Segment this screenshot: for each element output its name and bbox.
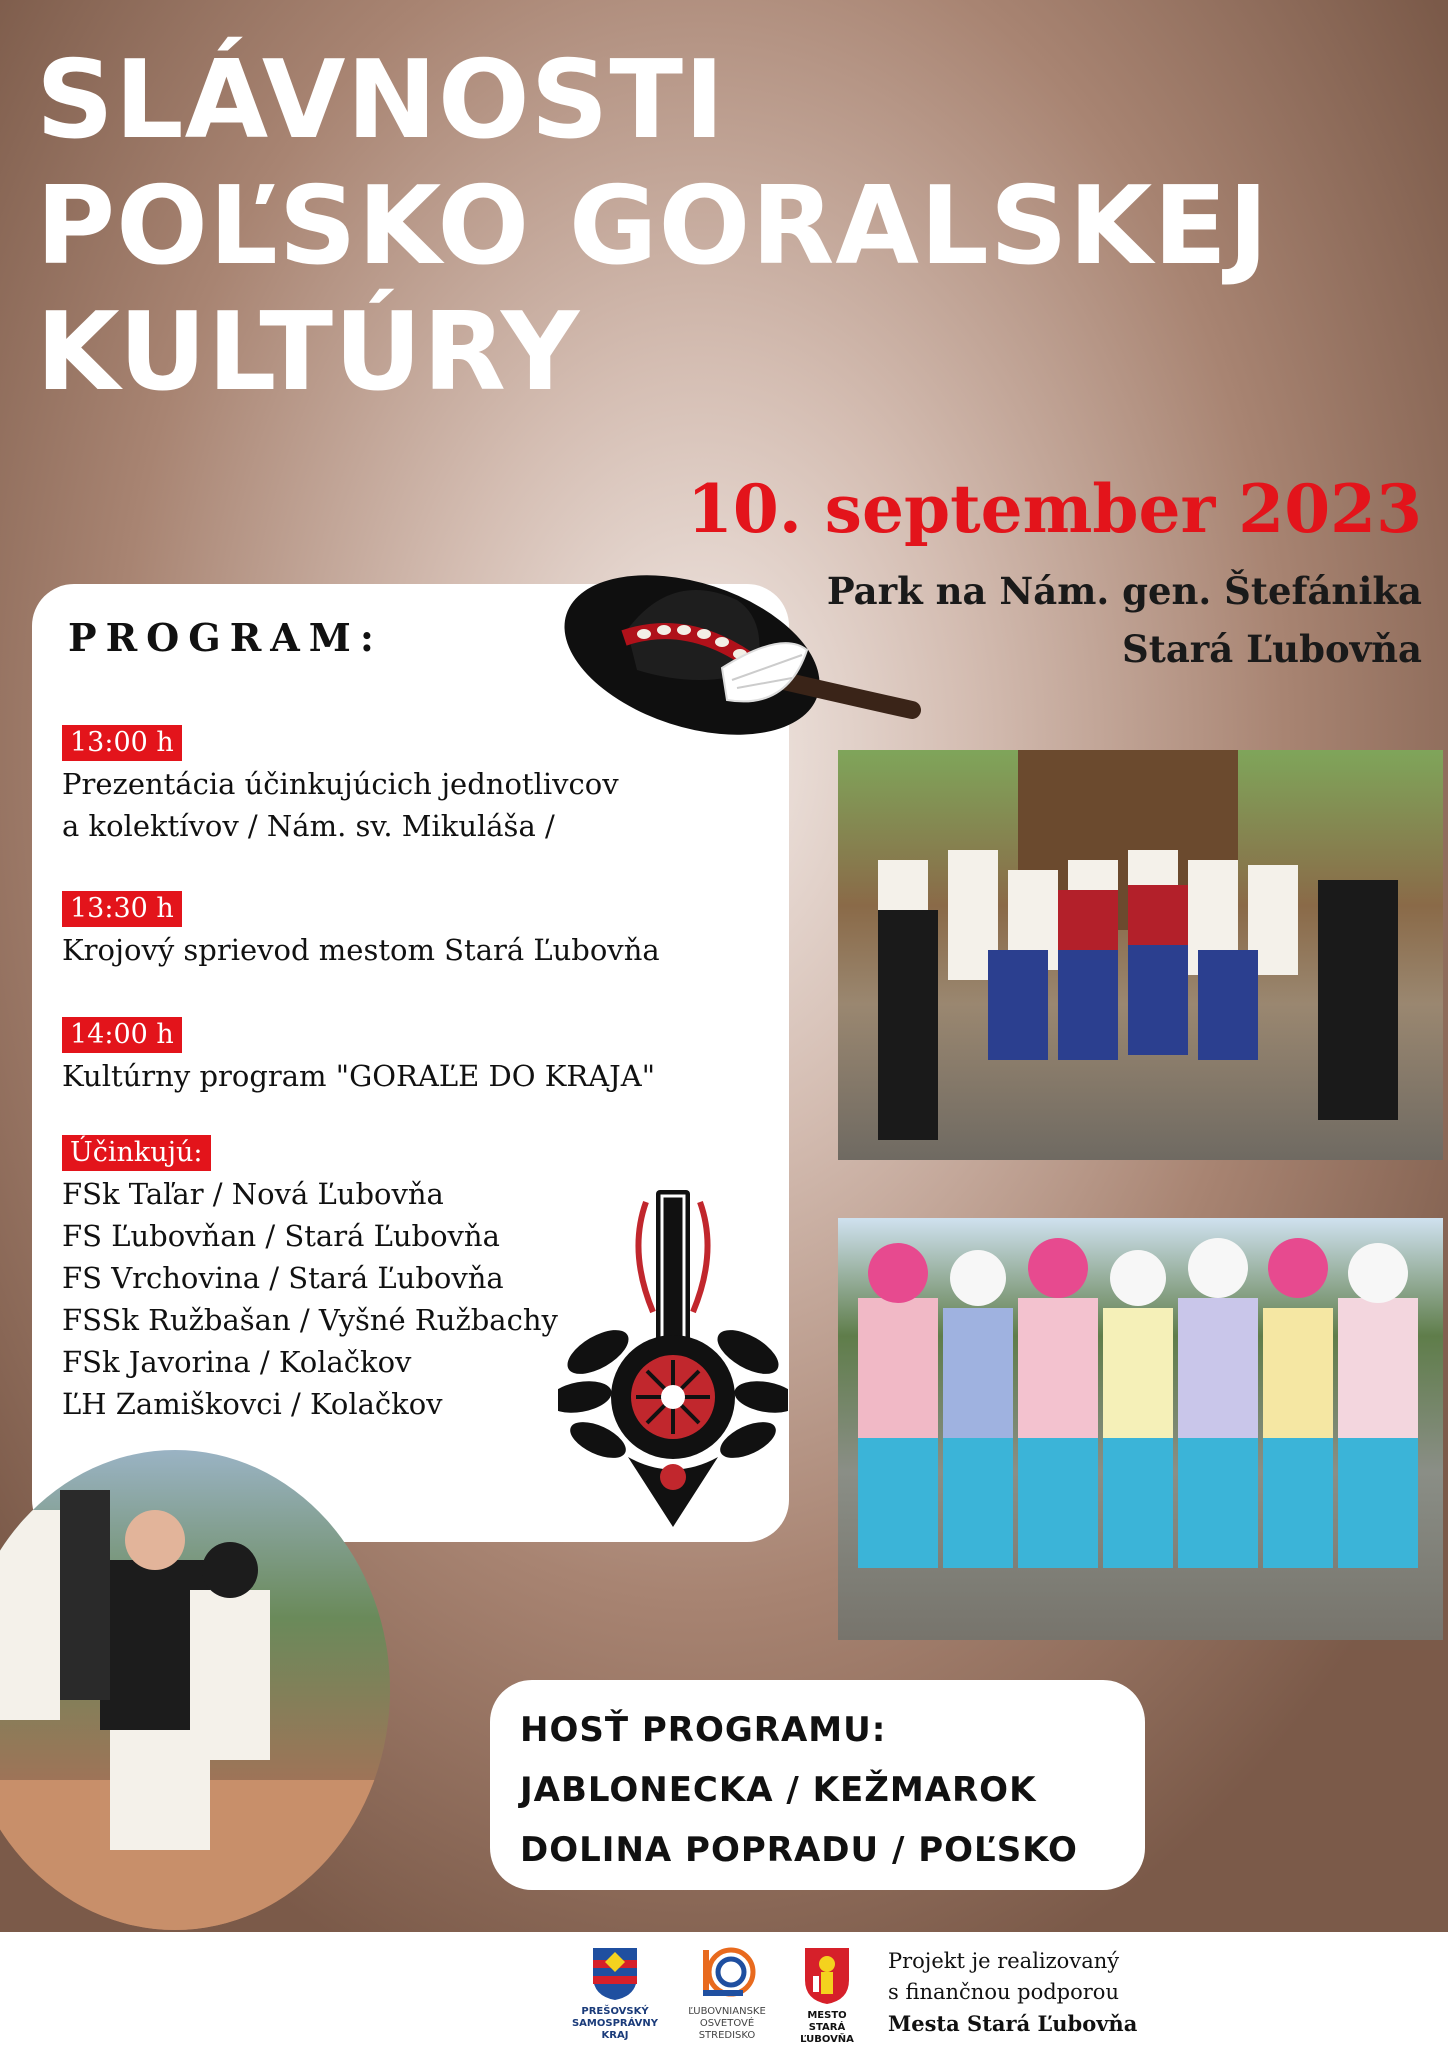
funding-note xyxy=(888,1946,1137,2039)
logo-caption: ĽUBOVNIANSKE xyxy=(688,2006,766,2017)
program-item-2 xyxy=(62,886,660,971)
photo-folk-ensemble xyxy=(838,750,1443,1160)
osvetove-stredisko-mark-icon xyxy=(697,1946,757,2002)
logo-caption: STREDISKO xyxy=(698,2030,756,2041)
event-title xyxy=(36,38,1269,416)
funding-line-2: s finančnou podporou xyxy=(888,1980,1119,2004)
program-time-badge: 14:00 h xyxy=(62,1017,182,1053)
performer-item: FS Vrchovina / Stará Ľubovňa xyxy=(62,1261,504,1295)
funding-line-1: Projekt je realizovaný xyxy=(888,1949,1120,1973)
guest-section xyxy=(520,1700,1078,1880)
photo-women-in-costumes xyxy=(838,1218,1443,1640)
program-time-badge: 13:00 h xyxy=(62,725,182,761)
logo-caption: OSVETOVÉ xyxy=(699,2018,755,2029)
performer-item: FSk Javorina / Kolačkov xyxy=(62,1345,412,1379)
performer-item: ĽH Zamiškovci / Kolačkov xyxy=(62,1387,443,1421)
lubovnianske-osvetove-stredisko-logo xyxy=(672,1946,782,2042)
guest-line-1: JABLONECKA / KEŽMAROK xyxy=(520,1770,1037,1810)
logo-caption: SAMOSPRÁVNY xyxy=(571,2018,659,2029)
event-date: 10. september 2023 xyxy=(687,470,1422,548)
program-item-1 xyxy=(62,720,619,847)
performers-heading: Účinkujú: xyxy=(62,1135,211,1171)
performer-item: FS Ľubovňan / Stará Ľubovňa xyxy=(62,1219,500,1253)
venue-line-2: Stará Ľubovňa xyxy=(1122,627,1422,671)
title-line-1: SLÁVNOSTI xyxy=(36,38,726,163)
performer-item: FSSk Ružbašan / Vyšné Ružbachy xyxy=(62,1303,558,1337)
presov-region-crest-icon xyxy=(591,1946,639,2002)
performer-item: FSk Taľar / Nová Ľubovňa xyxy=(62,1177,444,1211)
logo-caption: PREŠOVSKÝ xyxy=(581,2006,649,2017)
program-item-text: Kultúrny program "GORAĽE DO KRAJA" xyxy=(62,1059,656,1093)
title-line-3: KULTÚRY xyxy=(36,290,581,415)
performers-list xyxy=(62,1134,558,1425)
guest-line-2: DOLINA POPRADU / POĽSKO xyxy=(520,1830,1078,1870)
title-line-2: POĽSKO GORALSKEJ xyxy=(36,164,1270,289)
stara-lubovna-crest-icon xyxy=(803,1946,851,2006)
funding-line-3: Mesta Stará Ľubovňa xyxy=(888,2011,1138,2036)
venue-line-1: Park na Nám. gen. Štefánika xyxy=(826,569,1422,613)
guest-heading: HOSŤ PROGRAMU: xyxy=(520,1710,887,1750)
mesto-stara-lubovna-logo xyxy=(782,1946,872,2046)
program-heading: PROGRAM: xyxy=(68,615,383,660)
program-item-3 xyxy=(62,1012,655,1097)
presov-region-logo xyxy=(560,1946,670,2042)
folk-ornament-icon xyxy=(558,1182,788,1532)
program-item-text: Krojový sprievod mestom Stará Ľubovňa xyxy=(62,933,660,967)
program-time-badge: 13:30 h xyxy=(62,891,182,927)
logo-caption: MESTO xyxy=(807,2010,847,2021)
logo-caption: KRAJ xyxy=(601,2030,629,2041)
logo-caption: STARÁ ĽUBOVŇA xyxy=(800,2022,854,2045)
program-item-text: a kolektívov / Nám. sv. Mikuláša / xyxy=(62,809,555,843)
program-item-text: Prezentácia účinkujúcich jednotlivcov xyxy=(62,767,619,801)
